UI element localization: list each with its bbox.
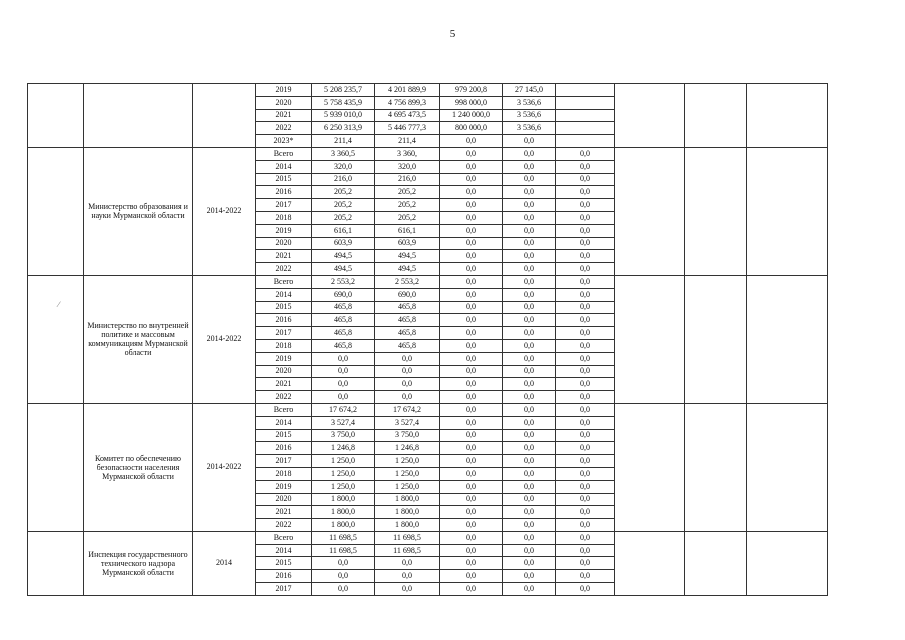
regional-cell: 465,8	[375, 327, 440, 340]
federal-cell: 0,0	[440, 352, 503, 365]
local-cell: 0,0	[503, 506, 556, 519]
total-cell: 465,8	[312, 314, 375, 327]
federal-cell: 0,0	[440, 557, 503, 570]
empty-cell	[685, 531, 747, 595]
total-cell: 0,0	[312, 570, 375, 583]
regional-cell: 4 695 473,5	[375, 109, 440, 122]
regional-cell: 4 756 899,3	[375, 96, 440, 109]
total-cell: 11 698,5	[312, 531, 375, 544]
total-cell: 690,0	[312, 288, 375, 301]
local-cell: 0,0	[503, 147, 556, 160]
year-cell: 2017	[256, 199, 312, 212]
other-cell: 0,0	[556, 186, 615, 199]
other-cell	[556, 135, 615, 148]
other-cell: 0,0	[556, 557, 615, 570]
page-number: 5	[449, 28, 456, 40]
year-cell: 2022	[256, 263, 312, 276]
other-cell: 0,0	[556, 403, 615, 416]
other-cell: 0,0	[556, 199, 615, 212]
regional-cell: 205,2	[375, 186, 440, 199]
local-cell: 0,0	[503, 199, 556, 212]
federal-cell: 0,0	[440, 288, 503, 301]
other-cell: 0,0	[556, 544, 615, 557]
total-cell: 3 527,4	[312, 416, 375, 429]
total-cell: 0,0	[312, 557, 375, 570]
year-cell: 2014	[256, 544, 312, 557]
local-cell: 0,0	[503, 519, 556, 532]
year-cell: 2015	[256, 173, 312, 186]
other-cell: 0,0	[556, 224, 615, 237]
total-cell: 1 800,0	[312, 493, 375, 506]
federal-cell: 0,0	[440, 275, 503, 288]
total-cell: 17 674,2	[312, 403, 375, 416]
regional-cell: 11 698,5	[375, 544, 440, 557]
other-cell: 0,0	[556, 173, 615, 186]
total-cell: 0,0	[312, 583, 375, 596]
federal-cell: 998 000,0	[440, 96, 503, 109]
local-cell: 0,0	[503, 237, 556, 250]
table-row	[28, 84, 828, 97]
other-cell: 0,0	[556, 327, 615, 340]
local-cell: 0,0	[503, 263, 556, 276]
other-cell: 0,0	[556, 339, 615, 352]
year-cell: 2018	[256, 467, 312, 480]
empty-cell	[193, 84, 256, 148]
other-cell: 0,0	[556, 250, 615, 263]
organization-name-cell: Министерство образования и науки Мурманской области	[84, 147, 193, 275]
federal-cell: 0,0	[440, 544, 503, 557]
other-cell: 0,0	[556, 211, 615, 224]
other-cell: 0,0	[556, 583, 615, 596]
year-cell: 2016	[256, 442, 312, 455]
other-cell: 0,0	[556, 429, 615, 442]
federal-cell: 0,0	[440, 403, 503, 416]
local-cell: 0,0	[503, 352, 556, 365]
year-cell: 2015	[256, 301, 312, 314]
total-cell: 3 750,0	[312, 429, 375, 442]
local-cell: 0,0	[503, 135, 556, 148]
federal-cell: 0,0	[440, 429, 503, 442]
local-cell: 0,0	[503, 378, 556, 391]
empty-cell	[615, 84, 685, 148]
regional-cell: 1 250,0	[375, 455, 440, 468]
empty-cell	[28, 147, 84, 275]
local-cell: 0,0	[503, 314, 556, 327]
local-cell: 0,0	[503, 493, 556, 506]
federal-cell: 800 000,0	[440, 122, 503, 135]
regional-cell: 603,9	[375, 237, 440, 250]
year-cell: 2020	[256, 365, 312, 378]
local-cell: 0,0	[503, 557, 556, 570]
other-cell: 0,0	[556, 455, 615, 468]
table-row	[28, 275, 828, 288]
regional-cell: 216,0	[375, 173, 440, 186]
federal-cell: 0,0	[440, 480, 503, 493]
local-cell: 0,0	[503, 455, 556, 468]
federal-cell: 0,0	[440, 391, 503, 404]
empty-cell	[615, 403, 685, 531]
total-cell: 211,4	[312, 135, 375, 148]
regional-cell: 2 553,2	[375, 275, 440, 288]
year-cell: 2015	[256, 557, 312, 570]
local-cell: 0,0	[503, 531, 556, 544]
year-cell: 2017	[256, 583, 312, 596]
total-cell: 6 250 313,9	[312, 122, 375, 135]
empty-cell	[28, 84, 84, 148]
federal-cell: 0,0	[440, 147, 503, 160]
funding-table	[27, 83, 828, 596]
other-cell: 0,0	[556, 378, 615, 391]
year-cell: Всего	[256, 531, 312, 544]
year-cell: 2019	[256, 480, 312, 493]
year-cell: 2018	[256, 211, 312, 224]
table-row	[28, 403, 828, 416]
federal-cell: 0,0	[440, 263, 503, 276]
local-cell: 0,0	[503, 160, 556, 173]
empty-cell	[685, 84, 747, 148]
local-cell: 3 536,6	[503, 109, 556, 122]
total-cell: 494,5	[312, 250, 375, 263]
empty-cell	[84, 84, 193, 148]
total-cell: 0,0	[312, 352, 375, 365]
empty-cell	[615, 147, 685, 275]
federal-cell: 0,0	[440, 327, 503, 340]
other-cell: 0,0	[556, 442, 615, 455]
year-cell: 2014	[256, 416, 312, 429]
other-cell: 0,0	[556, 263, 615, 276]
year-cell: Всего	[256, 147, 312, 160]
federal-cell: 1 240 000,0	[440, 109, 503, 122]
other-cell: 0,0	[556, 480, 615, 493]
total-cell: 1 250,0	[312, 455, 375, 468]
regional-cell: 1 800,0	[375, 519, 440, 532]
local-cell: 0,0	[503, 339, 556, 352]
year-cell: 2017	[256, 327, 312, 340]
regional-cell: 0,0	[375, 352, 440, 365]
total-cell: 465,8	[312, 327, 375, 340]
local-cell: 0,0	[503, 403, 556, 416]
regional-cell: 1 246,8	[375, 442, 440, 455]
year-cell: 2022	[256, 122, 312, 135]
local-cell: 0,0	[503, 327, 556, 340]
other-cell: 0,0	[556, 416, 615, 429]
regional-cell: 0,0	[375, 557, 440, 570]
other-cell: 0,0	[556, 391, 615, 404]
total-cell: 1 250,0	[312, 480, 375, 493]
local-cell: 0,0	[503, 391, 556, 404]
federal-cell: 0,0	[440, 199, 503, 212]
federal-cell: 0,0	[440, 135, 503, 148]
other-cell	[556, 109, 615, 122]
other-cell: 0,0	[556, 506, 615, 519]
regional-cell: 3 527,4	[375, 416, 440, 429]
empty-cell	[615, 275, 685, 403]
total-cell: 3 360,5	[312, 147, 375, 160]
period-cell: 2014-2022	[193, 147, 256, 275]
other-cell: 0,0	[556, 519, 615, 532]
other-cell: 0,0	[556, 365, 615, 378]
period-cell: 2014-2022	[193, 275, 256, 403]
total-cell: 5 939 010,0	[312, 109, 375, 122]
federal-cell: 0,0	[440, 519, 503, 532]
federal-cell: 0,0	[440, 186, 503, 199]
federal-cell: 0,0	[440, 224, 503, 237]
year-cell: Всего	[256, 403, 312, 416]
other-cell: 0,0	[556, 352, 615, 365]
year-cell: 2021	[256, 506, 312, 519]
federal-cell: 0,0	[440, 493, 503, 506]
federal-cell: 0,0	[440, 467, 503, 480]
local-cell: 3 536,6	[503, 96, 556, 109]
empty-cell	[615, 531, 685, 595]
empty-cell	[28, 531, 84, 595]
regional-cell: 616,1	[375, 224, 440, 237]
other-cell: 0,0	[556, 570, 615, 583]
year-cell: 2021	[256, 250, 312, 263]
period-cell: 2014	[193, 531, 256, 595]
regional-cell: 465,8	[375, 314, 440, 327]
federal-cell: 0,0	[440, 570, 503, 583]
regional-cell: 0,0	[375, 365, 440, 378]
local-cell: 0,0	[503, 301, 556, 314]
regional-cell: 1 800,0	[375, 506, 440, 519]
year-cell: 2015	[256, 429, 312, 442]
federal-cell: 0,0	[440, 416, 503, 429]
federal-cell: 0,0	[440, 455, 503, 468]
empty-cell	[747, 275, 828, 403]
year-cell: 2014	[256, 288, 312, 301]
regional-cell: 494,5	[375, 250, 440, 263]
regional-cell: 11 698,5	[375, 531, 440, 544]
local-cell: 0,0	[503, 250, 556, 263]
total-cell: 1 250,0	[312, 467, 375, 480]
total-cell: 0,0	[312, 378, 375, 391]
other-cell: 0,0	[556, 237, 615, 250]
scan-mark: ⁄	[58, 300, 60, 309]
federal-cell: 0,0	[440, 506, 503, 519]
total-cell: 216,0	[312, 173, 375, 186]
table-row	[28, 531, 828, 544]
year-cell: 2019	[256, 84, 312, 97]
total-cell: 465,8	[312, 339, 375, 352]
total-cell: 5 758 435,9	[312, 96, 375, 109]
regional-cell: 4 201 889,9	[375, 84, 440, 97]
year-cell: 2018	[256, 339, 312, 352]
total-cell: 1 800,0	[312, 519, 375, 532]
regional-cell: 465,8	[375, 339, 440, 352]
year-cell: 2021	[256, 109, 312, 122]
year-cell: 2017	[256, 455, 312, 468]
regional-cell: 211,4	[375, 135, 440, 148]
local-cell: 0,0	[503, 544, 556, 557]
empty-cell	[28, 403, 84, 531]
local-cell: 0,0	[503, 583, 556, 596]
federal-cell: 0,0	[440, 211, 503, 224]
year-cell: 2016	[256, 314, 312, 327]
other-cell: 0,0	[556, 275, 615, 288]
local-cell: 0,0	[503, 480, 556, 493]
empty-cell	[747, 147, 828, 275]
regional-cell: 0,0	[375, 391, 440, 404]
federal-cell: 979 200,8	[440, 84, 503, 97]
year-cell: 2023*	[256, 135, 312, 148]
other-cell	[556, 122, 615, 135]
regional-cell: 1 250,0	[375, 480, 440, 493]
total-cell: 320,0	[312, 160, 375, 173]
federal-cell: 0,0	[440, 531, 503, 544]
organization-name-cell: Комитет по обеспечению безопасности населения Мурманской области	[84, 403, 193, 531]
organization-name-cell: Министерство по внутренней политике и массовым коммуникациям Мурманской области	[84, 275, 193, 403]
regional-cell: 1 800,0	[375, 493, 440, 506]
regional-cell: 0,0	[375, 583, 440, 596]
total-cell: 616,1	[312, 224, 375, 237]
federal-cell: 0,0	[440, 442, 503, 455]
other-cell: 0,0	[556, 288, 615, 301]
regional-cell: 0,0	[375, 570, 440, 583]
total-cell: 603,9	[312, 237, 375, 250]
year-cell: 2019	[256, 224, 312, 237]
local-cell: 0,0	[503, 416, 556, 429]
year-cell: 2020	[256, 237, 312, 250]
federal-cell: 0,0	[440, 365, 503, 378]
year-cell: 2020	[256, 493, 312, 506]
federal-cell: 0,0	[440, 250, 503, 263]
empty-cell	[685, 275, 747, 403]
local-cell: 0,0	[503, 365, 556, 378]
regional-cell: 3 750,0	[375, 429, 440, 442]
local-cell: 0,0	[503, 173, 556, 186]
year-cell: 2019	[256, 352, 312, 365]
other-cell: 0,0	[556, 467, 615, 480]
federal-cell: 0,0	[440, 378, 503, 391]
federal-cell: 0,0	[440, 314, 503, 327]
local-cell: 3 536,6	[503, 122, 556, 135]
year-cell: Всего	[256, 275, 312, 288]
local-cell: 0,0	[503, 442, 556, 455]
empty-cell	[685, 403, 747, 531]
regional-cell: 3 360,	[375, 147, 440, 160]
regional-cell: 205,2	[375, 199, 440, 212]
regional-cell: 5 446 777,3	[375, 122, 440, 135]
regional-cell: 690,0	[375, 288, 440, 301]
empty-cell	[747, 531, 828, 595]
federal-cell: 0,0	[440, 237, 503, 250]
total-cell: 1 800,0	[312, 506, 375, 519]
local-cell: 0,0	[503, 467, 556, 480]
year-cell: 2014	[256, 160, 312, 173]
total-cell: 0,0	[312, 365, 375, 378]
total-cell: 465,8	[312, 301, 375, 314]
regional-cell: 494,5	[375, 263, 440, 276]
total-cell: 494,5	[312, 263, 375, 276]
regional-cell: 17 674,2	[375, 403, 440, 416]
local-cell: 0,0	[503, 570, 556, 583]
other-cell: 0,0	[556, 301, 615, 314]
total-cell: 205,2	[312, 211, 375, 224]
total-cell: 5 208 235,7	[312, 84, 375, 97]
period-cell: 2014-2022	[193, 403, 256, 531]
local-cell: 0,0	[503, 211, 556, 224]
empty-cell	[747, 84, 828, 148]
regional-cell: 0,0	[375, 378, 440, 391]
federal-cell: 0,0	[440, 301, 503, 314]
year-cell: 2020	[256, 96, 312, 109]
other-cell: 0,0	[556, 493, 615, 506]
total-cell: 205,2	[312, 186, 375, 199]
regional-cell: 205,2	[375, 211, 440, 224]
federal-cell: 0,0	[440, 339, 503, 352]
local-cell: 27 145,0	[503, 84, 556, 97]
regional-cell: 320,0	[375, 160, 440, 173]
empty-cell	[747, 403, 828, 531]
empty-cell	[28, 275, 84, 403]
total-cell: 0,0	[312, 391, 375, 404]
year-cell: 2016	[256, 186, 312, 199]
year-cell: 2016	[256, 570, 312, 583]
year-cell: 2022	[256, 391, 312, 404]
year-cell: 2021	[256, 378, 312, 391]
empty-cell	[685, 147, 747, 275]
other-cell	[556, 96, 615, 109]
federal-cell: 0,0	[440, 160, 503, 173]
other-cell: 0,0	[556, 160, 615, 173]
table-row	[28, 147, 828, 160]
other-cell: 0,0	[556, 147, 615, 160]
other-cell: 0,0	[556, 531, 615, 544]
local-cell: 0,0	[503, 429, 556, 442]
local-cell: 0,0	[503, 275, 556, 288]
federal-cell: 0,0	[440, 173, 503, 186]
local-cell: 0,0	[503, 288, 556, 301]
regional-cell: 1 250,0	[375, 467, 440, 480]
total-cell: 205,2	[312, 199, 375, 212]
total-cell: 1 246,8	[312, 442, 375, 455]
organization-name-cell: Инспекция государственного технического надзора Мурманской области	[84, 531, 193, 595]
year-cell: 2022	[256, 519, 312, 532]
regional-cell: 465,8	[375, 301, 440, 314]
local-cell: 0,0	[503, 186, 556, 199]
total-cell: 11 698,5	[312, 544, 375, 557]
local-cell: 0,0	[503, 224, 556, 237]
other-cell	[556, 84, 615, 97]
federal-cell: 0,0	[440, 583, 503, 596]
total-cell: 2 553,2	[312, 275, 375, 288]
other-cell: 0,0	[556, 314, 615, 327]
